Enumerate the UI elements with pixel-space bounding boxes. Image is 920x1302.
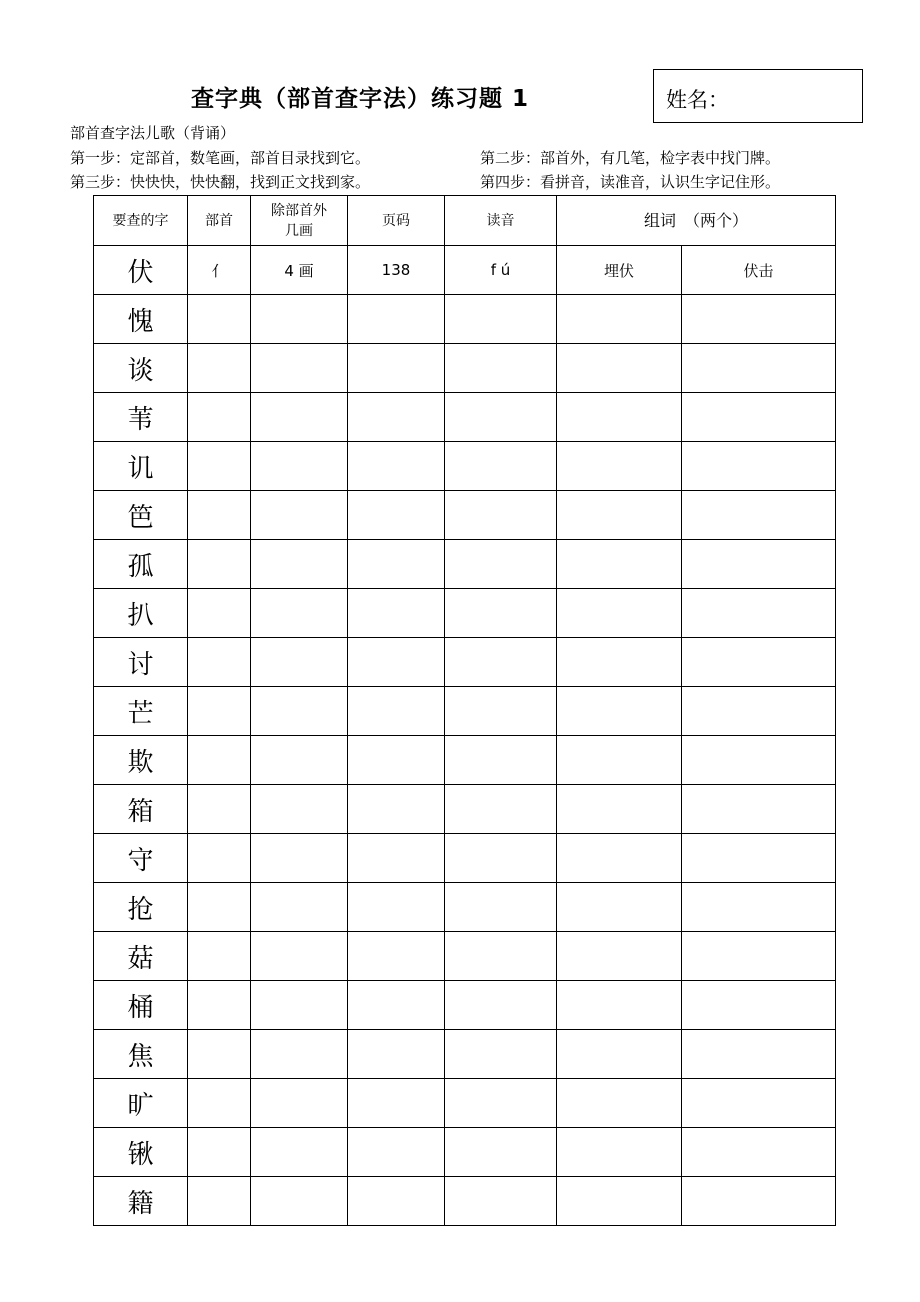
radical-cell[interactable] [188, 834, 251, 883]
char-cell: 桶 [94, 981, 188, 1030]
strokes-cell[interactable] [251, 589, 348, 638]
pinyin-cell[interactable] [445, 295, 557, 344]
page-cell[interactable] [348, 687, 445, 736]
char-cell: 扒 [94, 589, 188, 638]
page-cell[interactable] [348, 589, 445, 638]
table-row [94, 589, 836, 638]
header-strokes-line-2: 几画 [285, 222, 313, 239]
table-row [94, 540, 836, 589]
page-cell[interactable] [348, 295, 445, 344]
word-1-cell[interactable] [557, 540, 682, 589]
word-2-cell[interactable] [682, 344, 836, 393]
header-pinyin: 读音 [445, 196, 557, 246]
rhyme-step-1: 第一步：定部首，数笔画，部首目录找到它。 [70, 149, 371, 167]
char-cell: 孤 [94, 540, 188, 589]
pinyin-cell[interactable] [445, 1128, 557, 1177]
radical-cell[interactable] [188, 393, 251, 442]
word-2-cell[interactable] [682, 1128, 836, 1177]
example-word-2: 伏击 [682, 246, 836, 295]
char-cell: 旷 [94, 1079, 188, 1128]
strokes-cell[interactable] [251, 442, 348, 491]
word-2-cell[interactable] [682, 785, 836, 834]
word-1-cell[interactable] [557, 491, 682, 540]
radical-cell[interactable] [188, 638, 251, 687]
pinyin-cell[interactable] [445, 1177, 557, 1226]
radical-cell[interactable] [188, 540, 251, 589]
page-cell[interactable] [348, 638, 445, 687]
strokes-cell[interactable] [251, 981, 348, 1030]
word-1-cell[interactable] [557, 393, 682, 442]
word-1-cell[interactable] [557, 1079, 682, 1128]
page-cell[interactable] [348, 1030, 445, 1079]
header-strokes [251, 196, 348, 246]
header-strokes-line-1: 除部首外 [271, 202, 327, 219]
table-header-row [94, 196, 836, 246]
page-cell[interactable] [348, 540, 445, 589]
pinyin-cell[interactable] [445, 589, 557, 638]
radical-cell[interactable] [188, 1079, 251, 1128]
strokes-cell[interactable] [251, 638, 348, 687]
char-cell: 谈 [94, 344, 188, 393]
page-cell[interactable] [348, 785, 445, 834]
page-cell[interactable] [348, 883, 445, 932]
table-row [94, 1030, 836, 1079]
table-row [94, 393, 836, 442]
char-cell: 芒 [94, 687, 188, 736]
word-2-cell[interactable] [682, 1030, 836, 1079]
radical-cell[interactable] [188, 295, 251, 344]
word-1-cell[interactable] [557, 295, 682, 344]
word-2-cell[interactable] [682, 736, 836, 785]
radical-cell[interactable] [188, 1030, 251, 1079]
strokes-cell[interactable] [251, 1177, 348, 1226]
char-cell: 箱 [94, 785, 188, 834]
strokes-cell[interactable] [251, 736, 348, 785]
pinyin-cell[interactable] [445, 785, 557, 834]
table-row [94, 981, 836, 1030]
page-cell[interactable] [348, 393, 445, 442]
pinyin-cell[interactable] [445, 344, 557, 393]
strokes-cell[interactable] [251, 687, 348, 736]
example-page: 138 [348, 246, 445, 295]
rhyme-step-4: 第四步：看拼音，读准音，认识生字记住形。 [480, 173, 781, 191]
char-cell: 欺 [94, 736, 188, 785]
strokes-cell[interactable] [251, 932, 348, 981]
page-cell[interactable] [348, 1128, 445, 1177]
word-2-cell[interactable] [682, 1177, 836, 1226]
page-cell[interactable] [348, 834, 445, 883]
strokes-cell[interactable] [251, 295, 348, 344]
char-cell: 焦 [94, 1030, 188, 1079]
example-radical: 亻 [188, 246, 251, 295]
radical-cell[interactable] [188, 687, 251, 736]
table-row [94, 834, 836, 883]
table-row [94, 932, 836, 981]
table-row [94, 1177, 836, 1226]
char-cell: 讨 [94, 638, 188, 687]
strokes-cell[interactable] [251, 883, 348, 932]
pinyin-cell[interactable] [445, 638, 557, 687]
strokes-cell[interactable] [251, 1079, 348, 1128]
example-strokes: 4 画 [251, 246, 348, 295]
page-cell[interactable] [348, 344, 445, 393]
word-1-cell[interactable] [557, 1128, 682, 1177]
word-1-cell[interactable] [557, 687, 682, 736]
strokes-cell[interactable] [251, 834, 348, 883]
radical-cell[interactable] [188, 344, 251, 393]
char-cell: 抢 [94, 883, 188, 932]
word-1-cell[interactable] [557, 932, 682, 981]
pinyin-cell[interactable] [445, 393, 557, 442]
strokes-cell[interactable] [251, 1128, 348, 1177]
word-1-cell[interactable] [557, 883, 682, 932]
pinyin-cell[interactable] [445, 491, 557, 540]
strokes-cell[interactable] [251, 393, 348, 442]
word-1-cell[interactable] [557, 1030, 682, 1079]
table-row [94, 491, 836, 540]
char-cell: 笆 [94, 491, 188, 540]
word-1-cell[interactable] [557, 589, 682, 638]
table-row [94, 1079, 836, 1128]
pinyin-cell[interactable] [445, 834, 557, 883]
pinyin-cell[interactable] [445, 736, 557, 785]
pinyin-cell[interactable] [445, 442, 557, 491]
example-row [94, 246, 836, 295]
pinyin-cell[interactable] [445, 540, 557, 589]
word-1-cell[interactable] [557, 981, 682, 1030]
word-1-cell[interactable] [557, 638, 682, 687]
page-cell[interactable] [348, 981, 445, 1030]
pinyin-cell[interactable] [445, 1079, 557, 1128]
radical-cell[interactable] [188, 589, 251, 638]
word-2-cell[interactable] [682, 491, 836, 540]
table-row [94, 1128, 836, 1177]
char-cell: 苇 [94, 393, 188, 442]
page-cell[interactable] [348, 932, 445, 981]
page-cell[interactable] [348, 736, 445, 785]
page-cell[interactable] [348, 491, 445, 540]
strokes-cell[interactable] [251, 1030, 348, 1079]
dictionary-practice-table [93, 195, 836, 1226]
pinyin-cell[interactable] [445, 687, 557, 736]
pinyin-cell[interactable] [445, 1030, 557, 1079]
table-row [94, 344, 836, 393]
word-2-cell[interactable] [682, 393, 836, 442]
word-1-cell[interactable] [557, 442, 682, 491]
page-title: 查字典（部首查字法）练习题 1 [190, 86, 529, 112]
radical-cell[interactable] [188, 1128, 251, 1177]
word-2-cell[interactable] [682, 638, 836, 687]
char-cell: 守 [94, 834, 188, 883]
word-1-cell[interactable] [557, 1177, 682, 1226]
word-1-cell[interactable] [557, 834, 682, 883]
radical-cell[interactable] [188, 883, 251, 932]
example-pinyin: f ú [445, 246, 557, 295]
char-cell: 籍 [94, 1177, 188, 1226]
name-field-box[interactable] [653, 69, 863, 123]
header-radical: 部首 [188, 196, 251, 246]
page-cell[interactable] [348, 1079, 445, 1128]
word-1-cell[interactable] [557, 785, 682, 834]
table-row [94, 785, 836, 834]
strokes-cell[interactable] [251, 491, 348, 540]
pinyin-cell[interactable] [445, 883, 557, 932]
radical-cell[interactable] [188, 736, 251, 785]
example-word-1: 埋伏 [557, 246, 682, 295]
char-cell: 菇 [94, 932, 188, 981]
pinyin-cell[interactable] [445, 932, 557, 981]
word-2-cell[interactable] [682, 540, 836, 589]
table-row [94, 442, 836, 491]
char-cell: 讥 [94, 442, 188, 491]
word-2-cell[interactable] [682, 981, 836, 1030]
char-cell: 愧 [94, 295, 188, 344]
name-label: 姓名： [666, 88, 729, 112]
word-2-cell[interactable] [682, 883, 836, 932]
radical-cell[interactable] [188, 1177, 251, 1226]
strokes-cell[interactable] [251, 540, 348, 589]
char-cell: 锹 [94, 1128, 188, 1177]
radical-cell[interactable] [188, 491, 251, 540]
rhyme-step-2: 第二步：部首外，有几笔，检字表中找门牌。 [480, 149, 781, 167]
rhyme-heading: 部首查字法儿歌（背诵） [70, 124, 236, 142]
rhyme-step-3: 第三步：快快快，快快翻，找到正文找到家。 [70, 173, 371, 191]
table-row [94, 295, 836, 344]
word-2-cell[interactable] [682, 295, 836, 344]
radical-cell[interactable] [188, 785, 251, 834]
word-2-cell[interactable] [682, 1079, 836, 1128]
word-2-cell[interactable] [682, 442, 836, 491]
header-char: 要查的字 [94, 196, 188, 246]
table-row [94, 883, 836, 932]
page-cell[interactable] [348, 1177, 445, 1226]
word-2-cell[interactable] [682, 589, 836, 638]
pinyin-cell[interactable] [445, 981, 557, 1030]
radical-cell[interactable] [188, 442, 251, 491]
header-page: 页码 [348, 196, 445, 246]
word-2-cell[interactable] [682, 932, 836, 981]
word-1-cell[interactable] [557, 736, 682, 785]
strokes-cell[interactable] [251, 344, 348, 393]
table-row [94, 736, 836, 785]
table-row [94, 638, 836, 687]
word-2-cell[interactable] [682, 834, 836, 883]
strokes-cell[interactable] [251, 785, 348, 834]
radical-cell[interactable] [188, 932, 251, 981]
page-cell[interactable] [348, 442, 445, 491]
word-2-cell[interactable] [682, 687, 836, 736]
header-words: 组词 （两个） [557, 196, 836, 246]
radical-cell[interactable] [188, 981, 251, 1030]
example-char: 伏 [94, 246, 188, 295]
table-row [94, 687, 836, 736]
word-1-cell[interactable] [557, 344, 682, 393]
